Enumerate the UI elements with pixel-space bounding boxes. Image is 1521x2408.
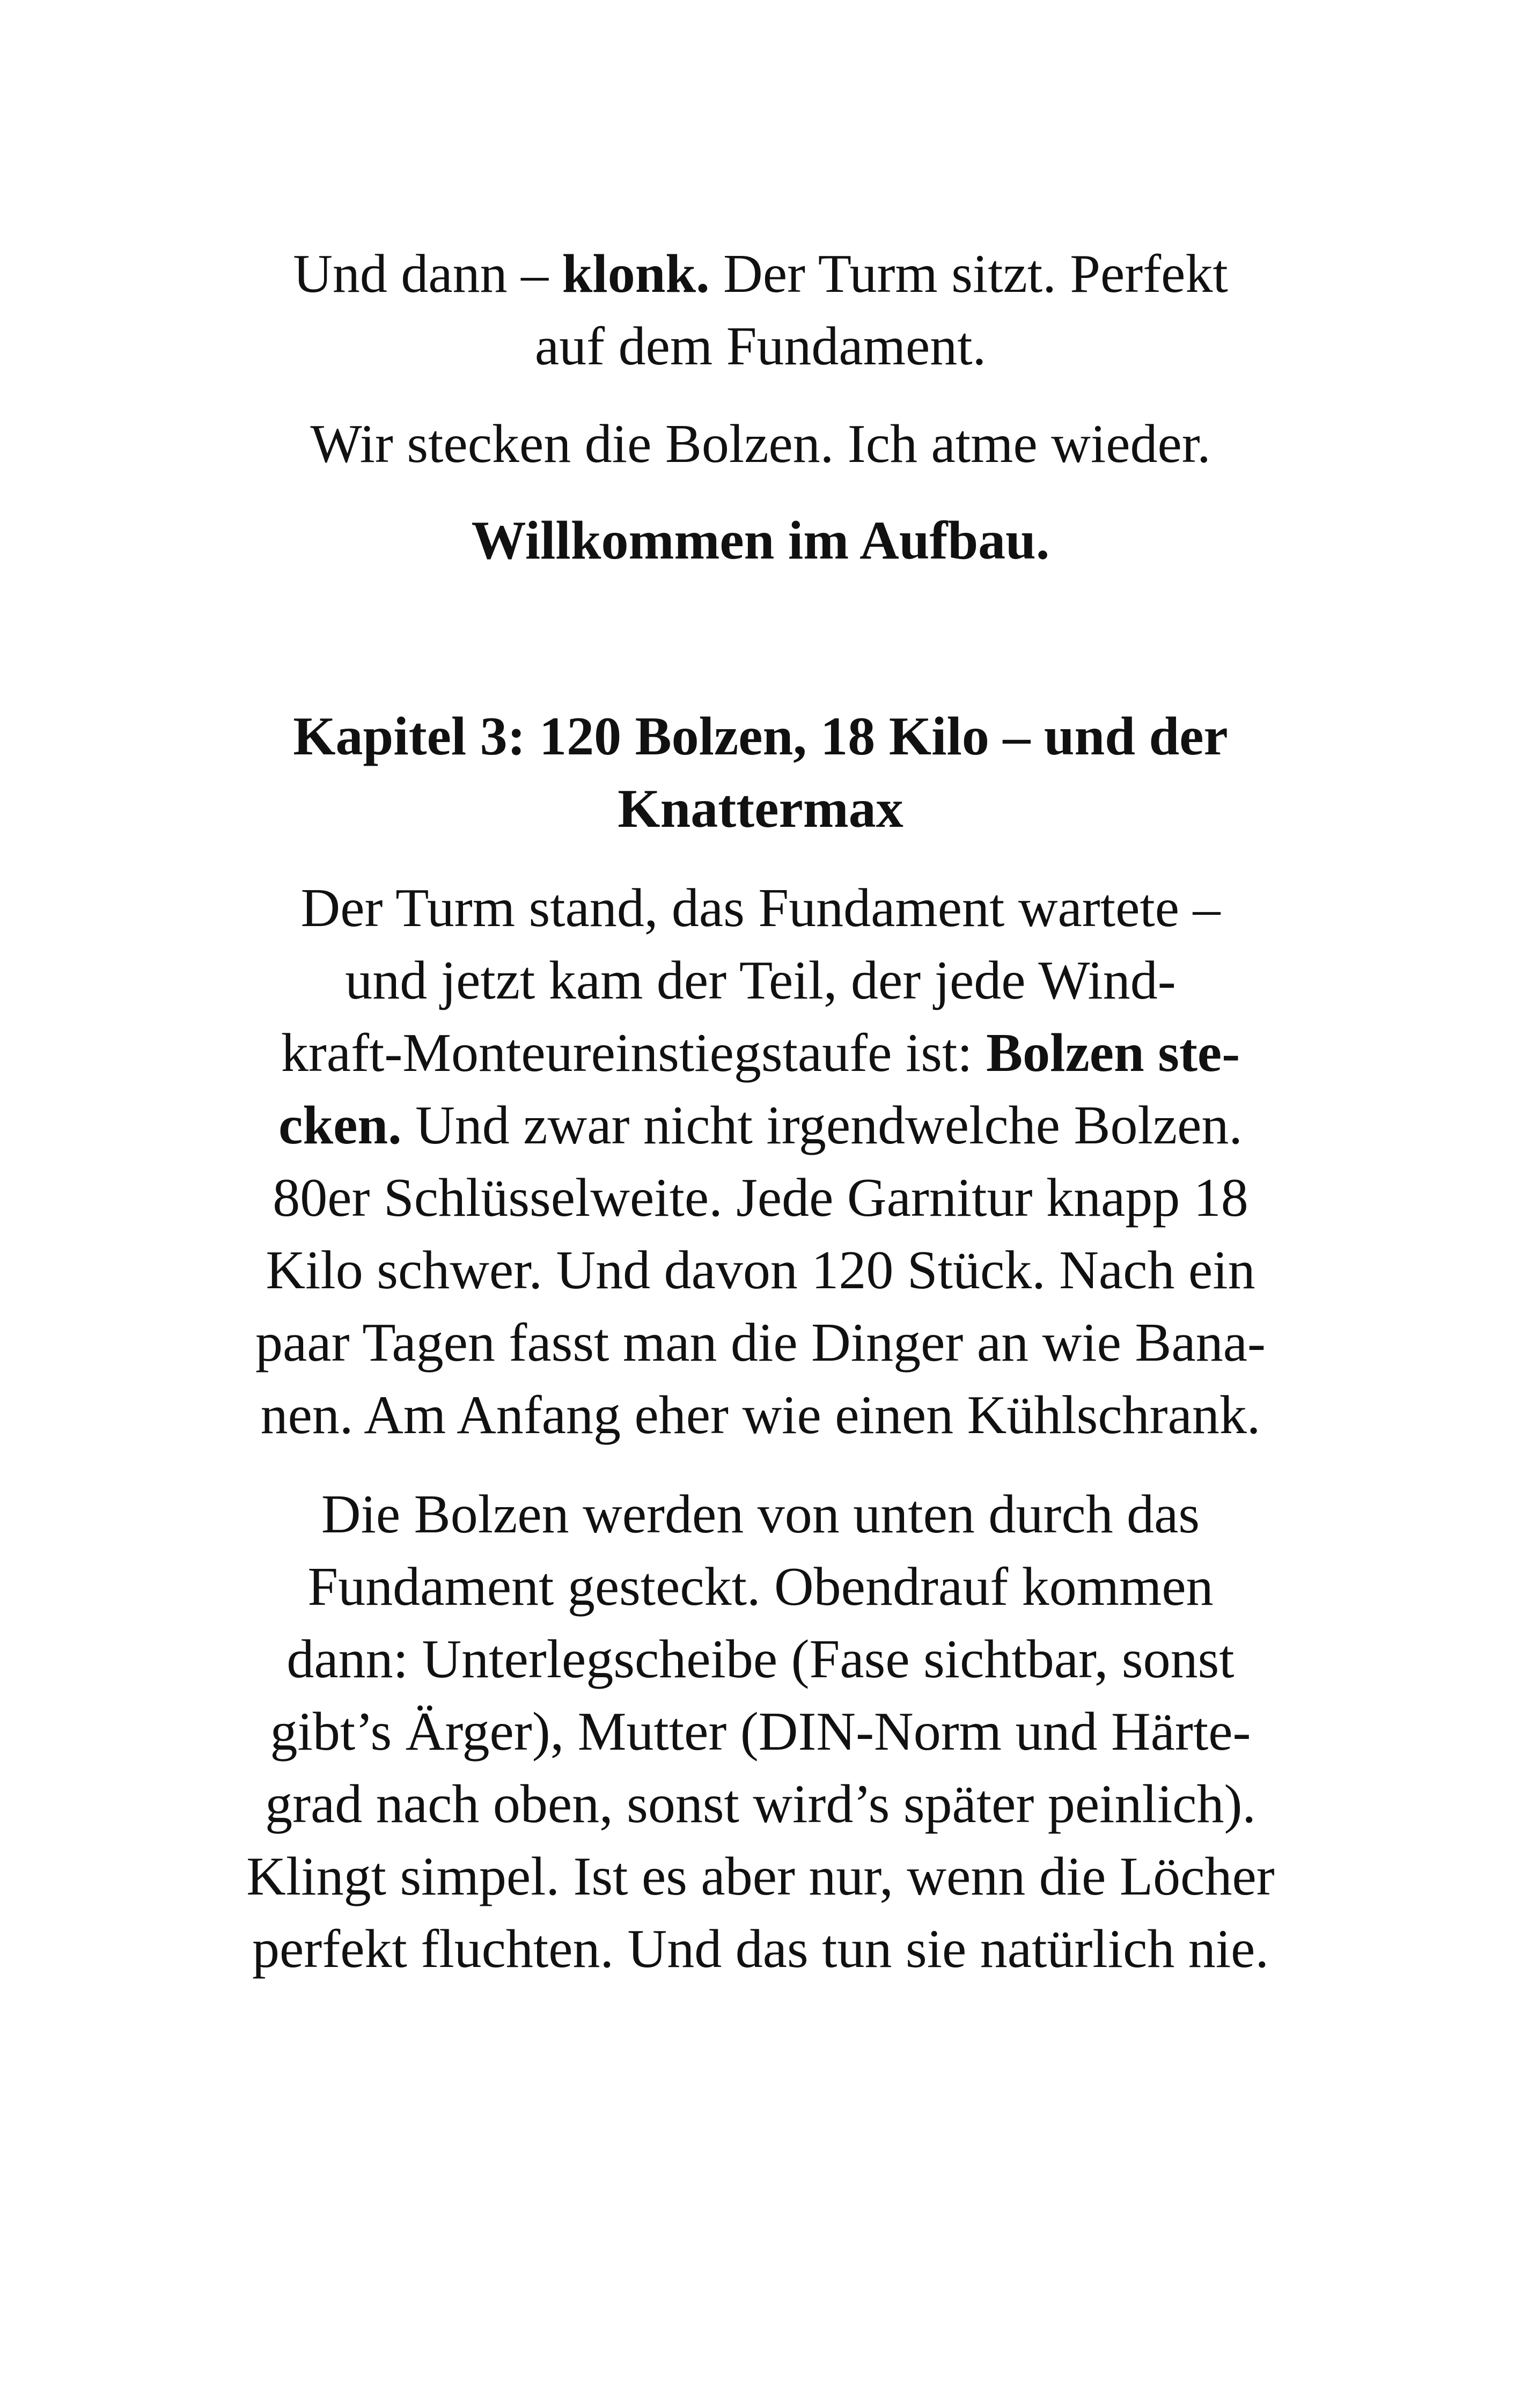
paragraph-4-line-7: paar Tagen fasst man die Dinger an wie Bana- bbox=[255, 1312, 1266, 1373]
paragraph-4-line-8: nen. Am Anfang eher wie einen Kühlschrank. bbox=[260, 1385, 1261, 1445]
bold-text-run: cken. bbox=[278, 1095, 402, 1156]
paragraph-5-line-5: grad nach oben, sonst wird’s später peinlich). bbox=[265, 1774, 1256, 1834]
paragraph-5-line-7: perfekt fluchten. Und das tun sie natürlich nie. bbox=[252, 1919, 1269, 1979]
chapter-heading-line-2: Knattermax bbox=[618, 779, 903, 839]
paragraph-4-line-2: und jetzt kam der Teil, der jede Wind- bbox=[345, 950, 1176, 1011]
paragraph-5-line-2: Fundament gesteckt. Obendrauf kommen bbox=[307, 1557, 1214, 1617]
text-run: Der Turm sitzt. Perfekt bbox=[709, 244, 1228, 304]
text-run: Und zwar nicht irgendwelche Bolzen. bbox=[401, 1095, 1243, 1156]
paragraph-4-line-1: Der Turm stand, das Fundament wartete – bbox=[300, 878, 1221, 938]
bold-statement: Willkommen im Aufbau. bbox=[471, 510, 1050, 571]
paragraph-1-line-1 bbox=[0, 238, 1521, 311]
paragraph-4-line-5: 80er Schlüsselweite. Jede Garnitur knapp 18 bbox=[273, 1168, 1248, 1228]
paragraph-1-line-2: auf dem Fundament. bbox=[534, 316, 987, 377]
bold-text-run: Bolzen ste- bbox=[986, 1023, 1240, 1083]
bold-text-run: klonk. bbox=[562, 244, 710, 304]
paragraph-4-line-3 bbox=[0, 1017, 1521, 1090]
text-run: Und dann – bbox=[293, 244, 562, 304]
paragraph-5-line-4: gibt’s Ärger), Mutter (DIN-Norm und Härte- bbox=[270, 1701, 1251, 1762]
text-run: kraft-Monteureinstiegstaufe ist: bbox=[281, 1023, 987, 1083]
paragraph-5-line-3: dann: Unterlegscheibe (Fase sichtbar, sonst bbox=[286, 1629, 1235, 1690]
paragraph-5-line-1: Die Bolzen werden von unten durch das bbox=[321, 1484, 1200, 1545]
chapter-heading-line-1: Kapitel 3: 120 Bolzen, 18 Kilo – und der bbox=[293, 706, 1228, 767]
paragraph-2: Wir stecken die Bolzen. Ich atme wieder. bbox=[310, 414, 1211, 474]
paragraph-4-line-6: Kilo schwer. Und davon 120 Stück. Nach ein bbox=[266, 1240, 1255, 1301]
paragraph-4-line-4 bbox=[0, 1089, 1521, 1162]
paragraph-5-line-6: Klingt simpel. Ist es aber nur, wenn die Löcher bbox=[246, 1846, 1275, 1907]
